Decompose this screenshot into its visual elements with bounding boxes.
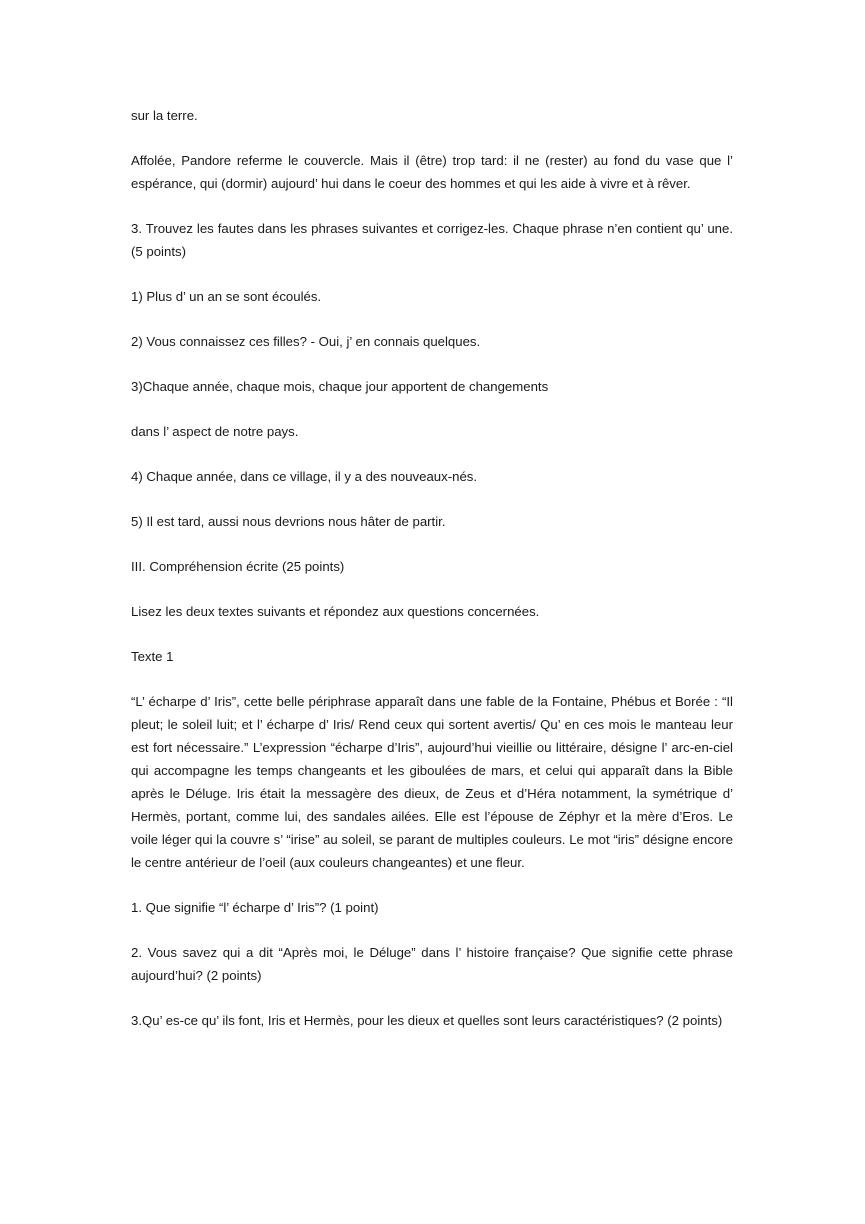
text-1-body: “L’ écharpe d’ Iris”, cette belle périphrase apparaît dans une fable de la Fontaine, Phébus et Borée : “Il pleut; le soleil luit; et l’ écharpe d’ Iris/ Rend ceux qui sortent avertis/ Qu’ en ces mois le manteau leur est fort nécessaire.” L’expression “écharpe d’Iris”, aujourd’hui vieillie ou littéraire, désigne l’ arc-en-ciel qui accompagne les temps changeants et les giboulées de mars, et celui qui apparaît dans la Bible après le Déluge. Iris était la messagère des dieux, de Zeus et d’Héra notamment, la symétrique d’ Hermès, portant, comme lui, des sandales ailées. Elle est l’épouse de Zéphyr et la mère d’Eros. Le voile léger qui la couvre s’ “irise” au soleil, se parant de multiples couleurs. Le mot “iris” désigne encore le centre antérieur de l’oeil (aux couleurs changeantes) et une fleur. (131, 694, 733, 870)
section-heading: III. Compréhension écrite (25 points) (131, 559, 345, 574)
document-body (131, 104, 733, 1054)
sentence-3-line-1: 3)Chaque année, chaque mois, chaque jour apportent de changements (131, 379, 549, 394)
sentence-1: 1) Plus d’ un an se sont écoulés. (131, 289, 322, 304)
sentence-4: 4) Chaque année, dans ce village, il y a des nouveaux-nés. (131, 469, 478, 484)
section-instruction: Lisez les deux textes suivants et répondez aux questions concernées. (131, 604, 540, 619)
question-2: 2. Vous savez qui a dit “Après moi, le Déluge” dans l’ histoire française? Que signifie cette phrase aujourd’hui? (2 points) (131, 945, 733, 983)
question-3: 3.Qu’ es-ce qu’ ils font, Iris et Hermès, pour les dieux et quelles sont leurs caractéristiques? (2 points) (131, 1013, 723, 1028)
paragraph-continuation: sur la terre. (131, 108, 198, 123)
exercise-3-instruction: 3. Trouvez les fautes dans les phrases suivantes et corrigez-les. Chaque phrase n’en contient qu’ une. (5 points) (131, 221, 733, 259)
text-1-title: Texte 1 (131, 649, 174, 664)
sentence-3-line-2: dans l’ aspect de notre pays. (131, 424, 299, 439)
sentence-5: 5) Il est tard, aussi nous devrions nous hâter de partir. (131, 514, 446, 529)
paragraph-pandore: Affolée, Pandore referme le couvercle. Mais il (être) trop tard: il ne (rester) au fond du vase que l’ espérance, qui (dormir) aujourd’ hui dans le coeur des hommes et qui les aide à vivre et à rêver. (131, 153, 733, 191)
question-1: 1. Que signifie “l’ écharpe d’ Iris”? (1 point) (131, 900, 379, 915)
sentence-2: 2) Vous connaissez ces filles? - Oui, j’ en connais quelques. (131, 334, 481, 349)
